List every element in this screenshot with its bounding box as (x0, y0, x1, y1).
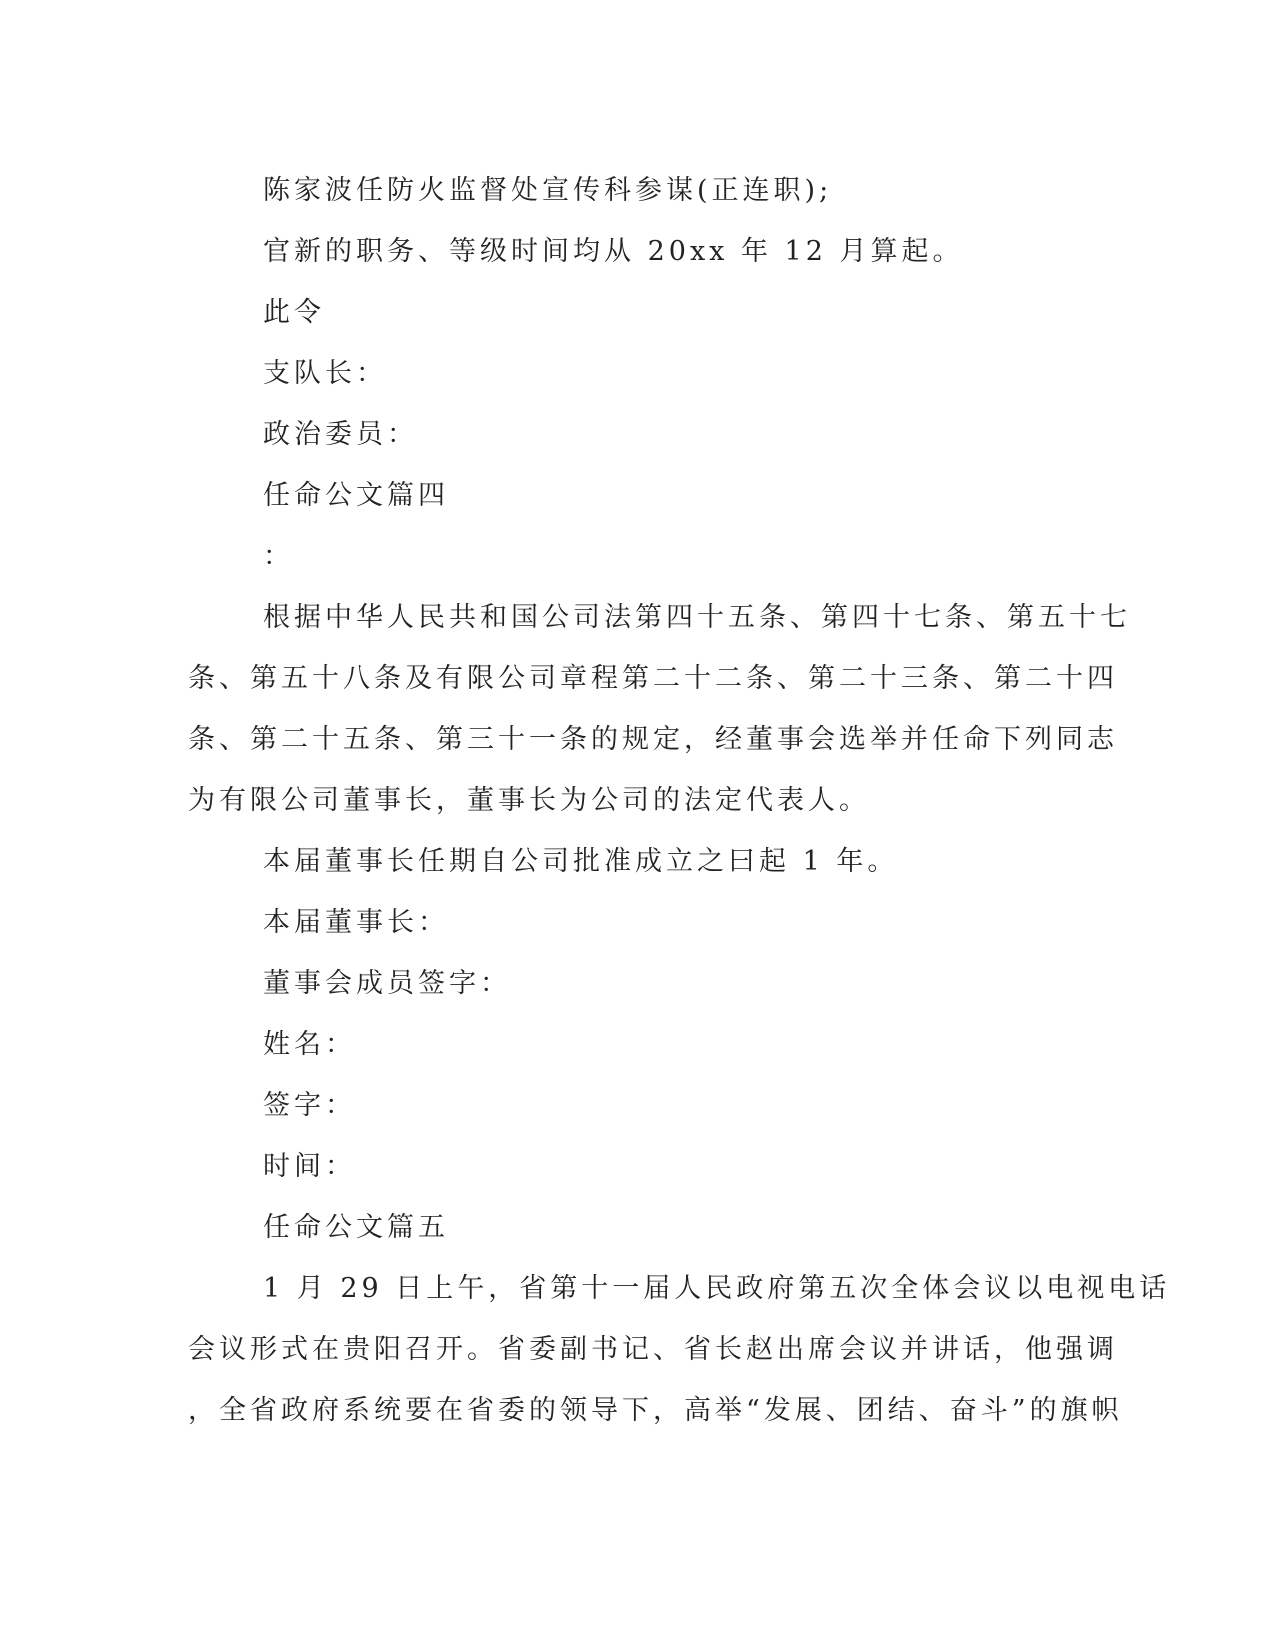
text-line: 1 月 29 日上午，省第十一届人民政府第五次全体会议以电视电话 (263, 1273, 1171, 1304)
text-line: 政治委员： (263, 419, 418, 450)
text-line: 根据中华人民共和国公司法第四十五条、第四十七条、第五十七 (263, 602, 1131, 633)
text-line: 董事会成员签字： (263, 968, 511, 999)
text-line: ： (263, 541, 294, 572)
text-line: 签字： (263, 1090, 356, 1121)
text-line: 此令 (263, 297, 325, 328)
text-line: ，全省政府系统要在省委的领导下，高举“发展、团结、奋斗”的旗帜 (188, 1395, 1123, 1426)
text-line: 陈家波任防火监督处宣传科参谋(正连职); (263, 175, 833, 206)
section-heading: 任命公文篇四 (263, 480, 449, 511)
text-line: 姓名： (263, 1029, 356, 1060)
text-line: 本届董事长任期自公司批准成立之曰起 1 年。 (263, 846, 899, 877)
text-line: 条、第五十八条及有限公司章程第二十二条、第二十三条、第二十四 (188, 663, 1118, 694)
document-body (188, 160, 1171, 1441)
text-line: 时间： (263, 1151, 356, 1182)
text-line: 支队长： (263, 358, 387, 389)
text-line: 官新的职务、等级时间均从 20xx 年 12 月算起。 (263, 236, 964, 267)
text-line: 会议形式在贵阳召开。省委副书记、省长赵出席会议并讲话，他强调 (188, 1334, 1118, 1365)
text-line: 条、第二十五条、第三十一条的规定，经董事会选举并任命下列同志 (188, 724, 1118, 755)
section-heading: 任命公文篇五 (263, 1212, 449, 1243)
text-line: 本届董事长： (263, 907, 449, 938)
text-line: 为有限公司董事长，董事长为公司的法定代表人。 (188, 785, 870, 816)
